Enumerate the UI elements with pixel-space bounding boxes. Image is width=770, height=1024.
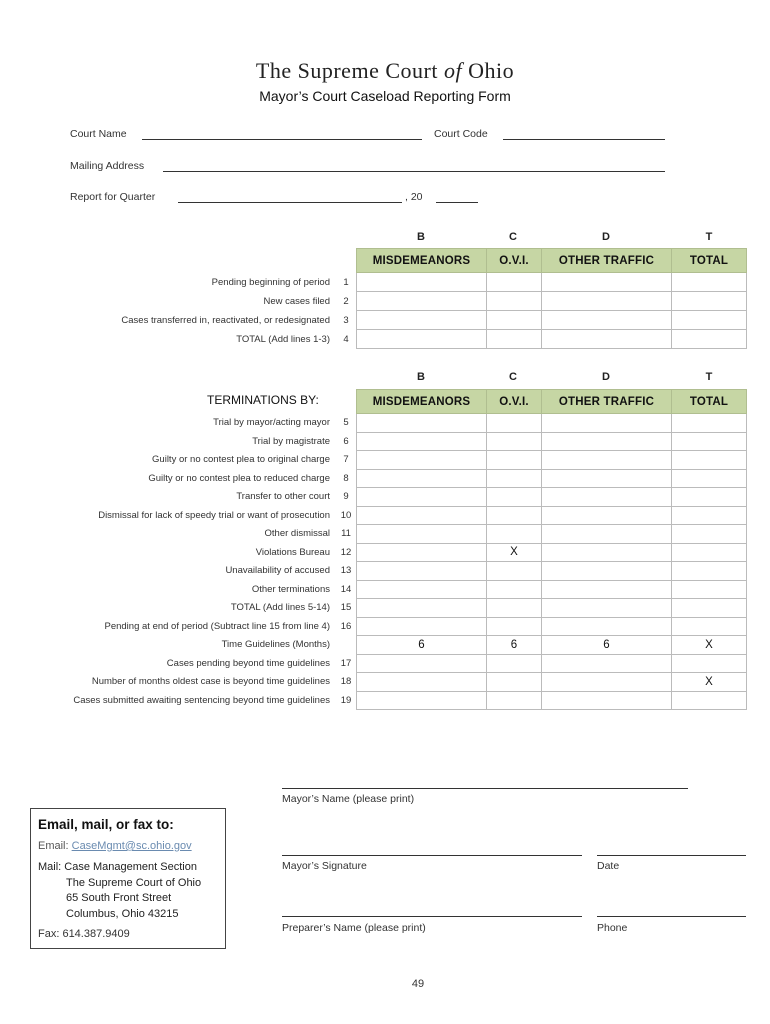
table-cell[interactable]	[487, 654, 542, 673]
table-row	[357, 311, 747, 330]
table-cell[interactable]	[487, 469, 542, 488]
mail-line-3: 65 South Front Street	[66, 892, 172, 904]
row-number: 7	[343, 454, 349, 465]
title-part1: The Supreme Court	[255, 58, 438, 83]
table-cell[interactable]	[357, 506, 487, 525]
table-cell[interactable]	[542, 292, 672, 311]
table-cell[interactable]	[487, 451, 542, 470]
caseload-table-2	[356, 389, 747, 710]
table-row	[357, 488, 747, 507]
table-row	[357, 580, 747, 599]
row-number: 9	[343, 491, 349, 502]
table-cell[interactable]	[542, 506, 672, 525]
table-row	[357, 599, 747, 618]
table-cell[interactable]	[487, 292, 542, 311]
table-cell[interactable]	[672, 599, 747, 618]
table-cell[interactable]	[487, 330, 542, 349]
row-number: 5	[343, 417, 349, 428]
table-cell[interactable]	[672, 469, 747, 488]
row-number: 11	[341, 528, 351, 539]
title-part2: Ohio	[468, 58, 515, 83]
row-number: 1	[343, 277, 349, 288]
email-prefix: Email:	[38, 840, 69, 852]
table-cell[interactable]	[487, 525, 542, 544]
column-header: OTHER TRAFFIC	[542, 390, 672, 414]
table-cell[interactable]	[672, 292, 747, 311]
court-code-label: Court Code	[434, 128, 488, 140]
table-cell[interactable]	[672, 488, 747, 507]
table-row	[357, 273, 747, 292]
section1-column-letter: T	[705, 231, 713, 243]
table-row	[357, 543, 747, 562]
table-cell[interactable]	[672, 432, 747, 451]
table-cell[interactable]: X	[672, 636, 747, 655]
contact-heading: Email, mail, or fax to:	[38, 817, 174, 832]
year-field[interactable]	[436, 202, 478, 203]
table-row	[357, 330, 747, 349]
table-cell[interactable]	[487, 506, 542, 525]
table-cell[interactable]	[357, 654, 487, 673]
row-label: Guilty or no contest plea to original charge	[152, 454, 330, 465]
row-number: 19	[340, 694, 352, 706]
column-header: O.V.I.	[487, 390, 542, 414]
section1-column-letter: B	[417, 231, 425, 243]
page-title	[0, 58, 770, 84]
table-cell[interactable]	[357, 673, 487, 692]
table-cell[interactable]	[487, 599, 542, 618]
contact-email-row	[38, 840, 218, 852]
phone-label: Phone	[597, 922, 628, 934]
mayor-signature-line[interactable]	[282, 855, 582, 856]
table-cell[interactable]	[357, 580, 487, 599]
row-label: Number of months oldest case is beyond time guidelines	[91, 676, 330, 687]
table-cell[interactable]	[357, 599, 487, 618]
column-header: O.V.I.	[487, 249, 542, 273]
table-cell[interactable]	[357, 488, 487, 507]
row-label: Guilty or no contest plea to reduced charge	[148, 472, 330, 484]
table-row	[357, 292, 747, 311]
table-cell[interactable]: X	[672, 673, 747, 692]
table-cell[interactable]	[672, 654, 747, 673]
table-cell[interactable]: 6	[357, 636, 487, 655]
row-label: Pending beginning of period	[211, 277, 330, 288]
table-row	[357, 451, 747, 470]
table-cell[interactable]	[672, 273, 747, 292]
row-number: 4	[343, 334, 349, 345]
row-label: Cases submitted awaiting sentencing beyond time guidelines	[73, 694, 330, 706]
row-label: Cases pending beyond time guidelines	[166, 657, 330, 669]
report-quarter-label: Report for Quarter	[70, 191, 156, 203]
table-cell[interactable]	[487, 673, 542, 692]
table-cell[interactable]	[672, 543, 747, 562]
row-label: New cases filed	[263, 296, 330, 307]
table-cell[interactable]	[542, 451, 672, 470]
row-label: Violations Bureau	[255, 546, 330, 558]
table-cell[interactable]	[542, 562, 672, 581]
column-header: MISDEMEANORS	[357, 390, 487, 414]
row-number: 17	[340, 657, 352, 669]
section2-column-letter: B	[417, 371, 425, 383]
table-cell[interactable]	[542, 525, 672, 544]
table-cell[interactable]	[542, 580, 672, 599]
mailing-address-label: Mailing Address	[70, 160, 145, 172]
table-cell[interactable]	[672, 691, 747, 710]
caseload-table-1	[356, 248, 747, 349]
table-cell[interactable]	[487, 617, 542, 636]
table-row	[357, 432, 747, 451]
table-cell[interactable]: X	[487, 543, 542, 562]
row-label: Pending at end of period (Subtract line 15 from line 4)	[104, 620, 330, 632]
mayor-signature-label: Mayor’s Signature	[282, 860, 367, 872]
mail-address	[38, 860, 218, 922]
title-of: of	[443, 58, 463, 83]
table-cell[interactable]	[542, 330, 672, 349]
section2-header-row	[357, 390, 747, 414]
date-line[interactable]	[597, 855, 746, 856]
preparer-name-label: Preparer’s Name (please print)	[282, 922, 426, 934]
row-number: 14	[340, 583, 352, 595]
section2-column-letter: T	[705, 371, 713, 383]
row-number: 12	[340, 546, 352, 558]
table-row	[357, 469, 747, 488]
row-number: 13	[340, 565, 352, 576]
table-cell[interactable]	[542, 617, 672, 636]
mayor-name-label: Mayor’s Name (please print)	[282, 793, 415, 805]
row-label: Trial by magistrate	[252, 435, 330, 447]
table-cell[interactable]	[542, 432, 672, 451]
table-cell[interactable]	[672, 414, 747, 433]
phone-line[interactable]	[597, 916, 746, 917]
table-cell[interactable]	[357, 273, 487, 292]
table-cell[interactable]	[357, 562, 487, 581]
table-cell[interactable]	[542, 673, 672, 692]
row-label: Other terminations	[251, 583, 330, 595]
table-cell[interactable]	[542, 654, 672, 673]
section2-column-letter: C	[509, 371, 517, 383]
table-cell[interactable]	[357, 451, 487, 470]
row-label: Cases transferred in, reactivated, or redesignated	[121, 315, 330, 326]
table-cell[interactable]	[357, 543, 487, 562]
section1-column-letter: D	[602, 231, 610, 243]
page-number: 49	[411, 978, 425, 990]
row-label: Trial by mayor/acting mayor	[213, 417, 330, 428]
table-row	[357, 414, 747, 433]
table-cell[interactable]	[542, 543, 672, 562]
section2-column-letter: D	[602, 371, 610, 383]
email-link[interactable]: CaseMgmt@sc.ohio.gov	[71, 840, 192, 852]
table-row	[357, 562, 747, 581]
table-cell[interactable]	[542, 599, 672, 618]
table-cell[interactable]	[542, 488, 672, 507]
row-number: 3	[343, 315, 349, 326]
fax-number: Fax: 614.387.9409	[38, 928, 130, 940]
table-cell[interactable]	[542, 311, 672, 330]
column-header: TOTAL	[672, 390, 747, 414]
table-cell[interactable]	[357, 617, 487, 636]
year-prefix: , 20	[405, 191, 423, 203]
column-header: OTHER TRAFFIC	[542, 249, 672, 273]
row-number: 15	[340, 602, 352, 613]
row-label: TOTAL (Add lines 1-3)	[236, 334, 330, 345]
table-cell[interactable]: 6	[542, 636, 672, 655]
row-label: Dismissal for lack of speedy trial or want of prosecution	[98, 509, 330, 521]
table-cell[interactable]	[487, 691, 542, 710]
table-cell[interactable]	[672, 311, 747, 330]
mail-line-1: Mail: Case Management Section	[38, 861, 197, 873]
table-row	[357, 617, 747, 636]
table-cell[interactable]	[542, 273, 672, 292]
section1-header-row	[357, 249, 747, 273]
table-row	[357, 525, 747, 544]
column-header: MISDEMEANORS	[357, 249, 487, 273]
table-cell[interactable]	[672, 451, 747, 470]
table-cell[interactable]	[357, 330, 487, 349]
court-code-field[interactable]	[503, 139, 665, 140]
table-cell[interactable]	[672, 617, 747, 636]
table-cell[interactable]: 6	[487, 636, 542, 655]
table-cell[interactable]	[357, 311, 487, 330]
row-label: Other dismissal	[264, 528, 330, 539]
table-cell[interactable]	[357, 432, 487, 451]
table-cell[interactable]	[487, 580, 542, 599]
table-cell[interactable]	[487, 311, 542, 330]
mailing-address-field[interactable]	[163, 171, 665, 172]
table-cell[interactable]	[542, 414, 672, 433]
court-name-field[interactable]	[142, 139, 422, 140]
table-cell[interactable]	[487, 488, 542, 507]
mail-line-2: The Supreme Court of Ohio	[66, 876, 202, 889]
preparer-name-line[interactable]	[282, 916, 582, 917]
form-subtitle: Mayor’s Court Caseload Reporting Form	[259, 88, 511, 104]
table-cell[interactable]	[357, 414, 487, 433]
row-label: TOTAL (Add lines 5-14)	[230, 602, 330, 613]
table-row	[357, 654, 747, 673]
row-number: 6	[343, 435, 349, 447]
section1-column-letter: C	[509, 231, 517, 243]
table-row	[357, 691, 747, 710]
table-cell[interactable]	[672, 506, 747, 525]
date-label: Date	[597, 860, 620, 872]
row-number: 8	[343, 472, 349, 484]
mail-line-4: Columbus, Ohio 43215	[66, 907, 179, 920]
report-quarter-field[interactable]	[178, 202, 402, 203]
terminations-label: TERMINATIONS BY:	[207, 393, 319, 407]
row-label: Unavailability of accused	[225, 565, 330, 576]
table-cell[interactable]	[672, 562, 747, 581]
table-cell[interactable]	[672, 580, 747, 599]
row-number: 2	[343, 296, 349, 307]
table-cell[interactable]	[487, 414, 542, 433]
table-cell[interactable]	[487, 432, 542, 451]
table-cell[interactable]	[357, 469, 487, 488]
row-label: Transfer to other court	[236, 491, 330, 502]
contact-box	[30, 808, 226, 949]
table-cell[interactable]	[487, 273, 542, 292]
table-cell[interactable]	[357, 691, 487, 710]
table-cell[interactable]	[487, 562, 542, 581]
table-cell[interactable]	[672, 330, 747, 349]
table-cell[interactable]	[357, 525, 487, 544]
column-header: TOTAL	[672, 249, 747, 273]
court-name-label: Court Name	[70, 128, 127, 140]
table-row	[357, 636, 747, 655]
table-cell[interactable]	[542, 691, 672, 710]
table-cell[interactable]	[542, 469, 672, 488]
row-number: 18	[340, 676, 352, 687]
row-label: Time Guidelines (Months)	[221, 639, 330, 650]
row-number: 10	[340, 509, 352, 521]
row-number: 16	[340, 620, 352, 632]
mayor-name-line[interactable]	[282, 788, 688, 789]
table-cell[interactable]	[357, 292, 487, 311]
table-cell[interactable]	[672, 525, 747, 544]
table-row	[357, 506, 747, 525]
table-row	[357, 673, 747, 692]
